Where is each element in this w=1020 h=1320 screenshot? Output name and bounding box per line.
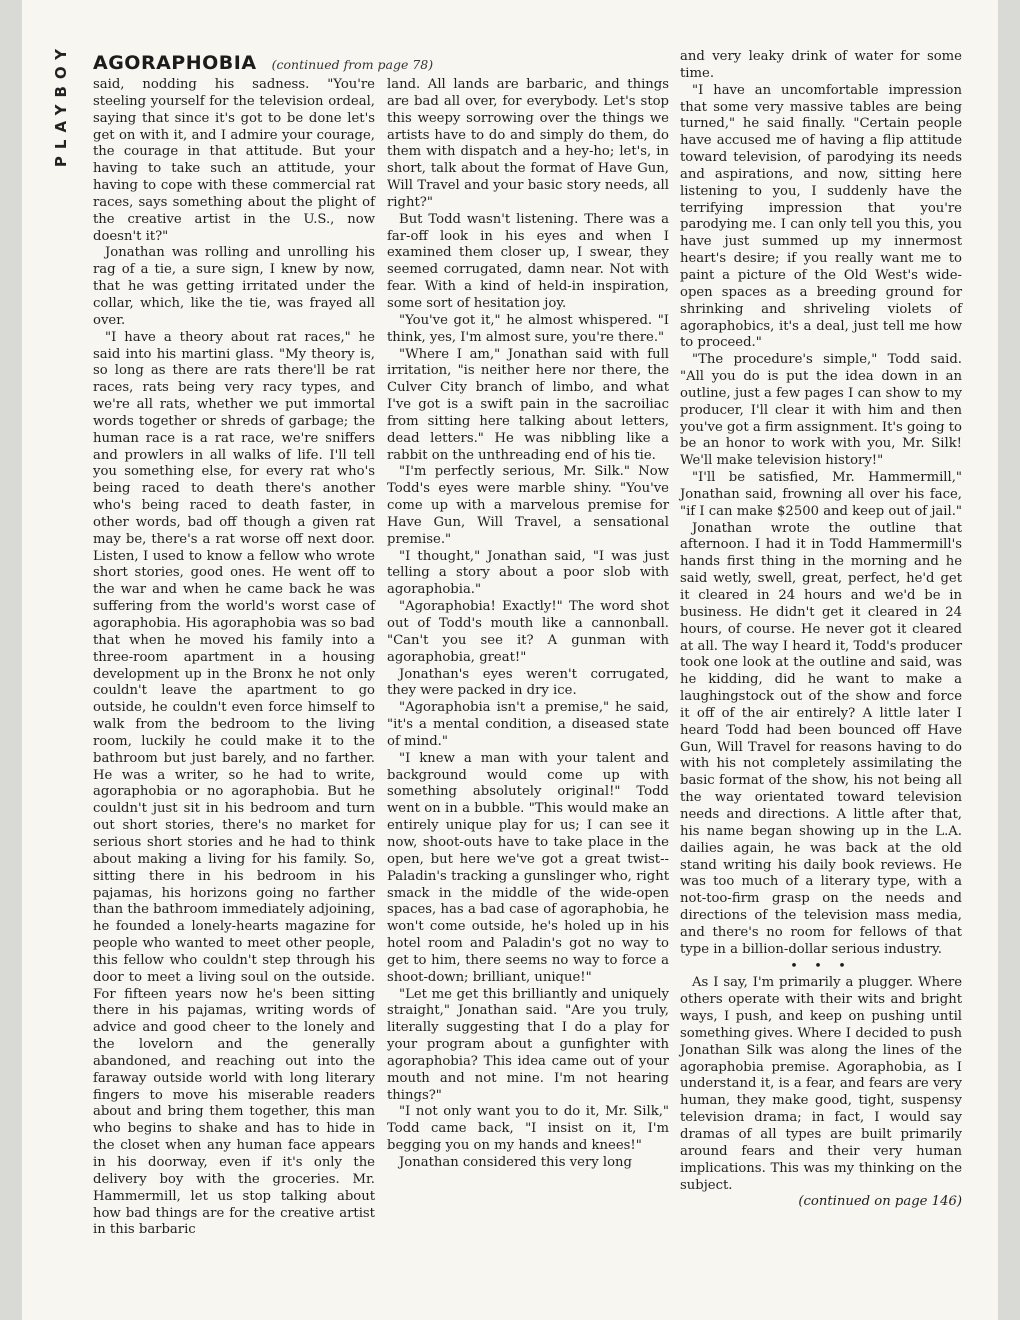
- text-column-1: [93, 77, 375, 1239]
- paragraph: Jonathan's eyes weren't corrugated, they were packed in dry ice.: [387, 666, 669, 699]
- magazine-page: [22, 0, 998, 1320]
- paragraph: "I have a theory about rat races," he said into his martini glass. "My theory is, so long as there are rats there'll be rat races, rats being very racy types, and we're all rats, whether we put immortal words together or shreds of garbage; the human race is a rat race, we're sniffers and prowlers in all walks of life. I'll tell you something else, for every rat who's being raced to death there's another who's being raced to death faster, in other words, bad off though a given rat may be, there's a rat worse off next door. Listen, I used to know a fellow who wrote short stories, good ones. He went off to the war and when he came back he was suffering from the world's worst case of agoraphobia. His agoraphobia was so bad that when he moved his family into a three-room apartment in a housing development up in the Bronx he not only couldn't leave the apartment to go outside, he couldn't even force himself to walk from the bedroom to the living room, luckily he could make it to the bathroom but just barely, and no farther. He was a writer, so he had to write, agoraphobia or no agoraphobia. But he couldn't just sit in his bedroom and turn out short stories, there's no market for serious short stories and he had to think about making a living for his family. So, sitting there in his bedroom in his pajamas, his horizons going no farther than the bathroom immediately adjoining, he founded a lonely-hearts magazine for people who wanted to meet other people, this fellow who couldn't step through his door to meet a living soul on the outside. For fifteen years now he's been sitting there in his pajamas, writing words of advice and good cheer to the lonely and the lovelorn and the generally abandoned, and reaching out into the faraway outside world with long literary fingers to move his miserable readers about and bring them together, this man who begins to shake and has to hide in the closet when any human face appears in his doorway, even if it's only the delivery boy with the groceries. Mr. Hammermill, let us stop talking about how bad things are for the creative artist in this barbaric: [93, 329, 376, 1238]
- section-separator: • • •: [790, 958, 852, 974]
- paragraph: Jonathan wrote the outline that afternoon. I had it in Todd Hammermill's hands first thing in the morning and he said wetly, swell, great, perfect, he'd get it cleared in 24 hours and we'd be in business. He didn't get it cleared in 24 hours, of course. He never got it cleared at all. The way I heard it, Todd's producer took one look at the outline and said, was he kidding, did he want to make a laughingstock out of the show and force it off of the air entirely? A little later I heard Todd had been bounced off Have Gun, Will Travel for reasons having to do with his not completely assimilating the basic format of the show, his not being all the way orientated toward television needs and directions. A little after that, his name began showing up in the L.A. dailies again, he was back at the old stand writing his daily book reviews. He was too much of a literary type, with a not-too-firm grasp on the needs and directions of the television mass media, and there's no room for fellows of that type in a billion-dollar serious industry.: [680, 520, 962, 957]
- continued-from-note: (continued from page 78): [271, 57, 434, 72]
- continued-on-note: (continued on page 146): [798, 1194, 962, 1210]
- paragraph: But Todd wasn't listening. There was a far-off look in his eyes and when I examined them closer up, I swear, they seemed corrugated, damn near. Not with fear. With a kind of held-in inspiration, some sort of hesitation joy.: [387, 211, 669, 311]
- paragraph: "You've got it," he almost whispered. "I think, yes, I'm almost sure, you're there.": [387, 312, 669, 345]
- paragraph: "I thought," Jonathan said, "I was just telling a story about a poor slob with agoraphobia.": [387, 548, 669, 598]
- text-column-3: [680, 49, 962, 1211]
- text-column-2: [387, 77, 669, 1172]
- paragraph: Jonathan considered this very long: [399, 1155, 632, 1170]
- paragraph: Jonathan was rolling and unrolling his rag of a tie, a sure sign, I knew by now, that he was getting irritated under the collar, which, like the tie, was frayed all over.: [93, 245, 375, 328]
- paragraph: land. All lands are barbaric, and things are bad all over, for everybody. Let's stop this weepy sorrowing over the things we artists have to do and simply do them, do them with dispatch and a hey-ho; let's, in short, talk about the format of Have Gun, Will Travel and your basic story needs, all right?": [387, 77, 669, 210]
- paragraph: "I have an uncomfortable impression that some very massive tables are being turned," he said finally. "Certain people have accused me of having a flip attitude toward television, of parodying its needs and aspirations, and now, sitting here listening to you, I suddenly have the terrifying impression that you're parodying me. I can only tell you this, you have just summed up my innermost heart's desire; if you really want me to paint a picture of the Old West's wide-open spaces as a breeding ground for shrinking and shriveling violets of agoraphobics, it's a deal, just tell me how to proceed.": [680, 82, 962, 351]
- article-title: AGORAPHOBIA: [93, 52, 257, 74]
- paragraph: "I not only want you to do it, Mr. Silk," Todd came back, "I insist on it, I'm begging you on my hands and knees!": [387, 1104, 669, 1154]
- masthead: PLAYBOY: [52, 42, 70, 168]
- paragraph: "Let me get this brilliantly and uniquely straight," Jonathan said. "Are you truly, literally suggesting that I do a play for your program about a gunfighter with agoraphobia? This idea came out of your mouth and not mine. I'm not hearing things?": [387, 986, 669, 1103]
- paragraph: "The procedure's simple," Todd said. "All you do is put the idea down in an outline, just a few pages I can show to my producer, I'll clear it with him and then you've got a firm assignment. It's going to be an honor to work with you, Mr. Silk! We'll make television history!": [680, 352, 962, 469]
- paragraph: As I say, I'm primarily a plugger. Where others operate with their wits and bright ways, I push, and keep on pushing until something gives. Where I decided to push Jonathan Silk was along the lines of the agoraphobia premise. Agoraphobia, as I understand it, is a fear, and fears are very human, they make good, tight, suspensy television drama; in fact, I would say dramas of all types are built primarily around fears and their very human implications. This was my thinking on the subject.: [680, 975, 962, 1193]
- paragraph: said, nodding his sadness. "You're steeling yourself for the television ordeal, saying that since it's got to be done let's get on with it, and I admire your courage, the courage in that attitude. But your having to take such an attitude, your having to cope with these commercial rat races, says something about the plight of the creative artist in the U.S., now doesn't it?": [93, 77, 375, 244]
- paragraph: "Where I am," Jonathan said with full irritation, "is neither here nor there, the Culver City branch of limbo, and what I've got is a swift pain in the sacroiliac from sitting here talking about letters, dead letters." He was nibbling like a rabbit on the unthreading end of his tie.: [387, 346, 669, 463]
- paragraph: "Agoraphobia! Exactly!" The word shot out of Todd's mouth like a cannonball. "Can't you see it? A gunman with agoraphobia, great!": [387, 599, 669, 665]
- article-header: [93, 52, 434, 78]
- paragraph: "I knew a man with your talent and background would come up with something absolutely original!" Todd went on in a bubble. "This would make an entirely unique play for us; I can see it now, shoot-outs have to take place in the open, but here we've got a great twist--Paladin's tracking a gunslinger who, right smack in the middle of the wide-open spaces, has a bad case of agoraphobia, he won't come outside, he's holed up in his hotel room and Paladin's got no way to get to him, there seems no way to force a shoot-down; brilliant, unique!": [387, 750, 669, 985]
- paragraph: "I'm perfectly serious, Mr. Silk." Now Todd's eyes were marble shiny. "You've come up with a marvelous premise for Have Gun, Will Travel, a sensational premise.": [387, 464, 669, 547]
- paragraph: "I'll be satisfied, Mr. Hammermill," Jonathan said, frowning all over his face, "if I can make $2500 and keep out of jail.": [680, 470, 962, 519]
- paragraph: "Agoraphobia isn't a premise," he said, "it's a mental condition, a diseased state of mind.": [387, 700, 669, 749]
- paragraph: and very leaky drink of water for some time.: [680, 49, 962, 81]
